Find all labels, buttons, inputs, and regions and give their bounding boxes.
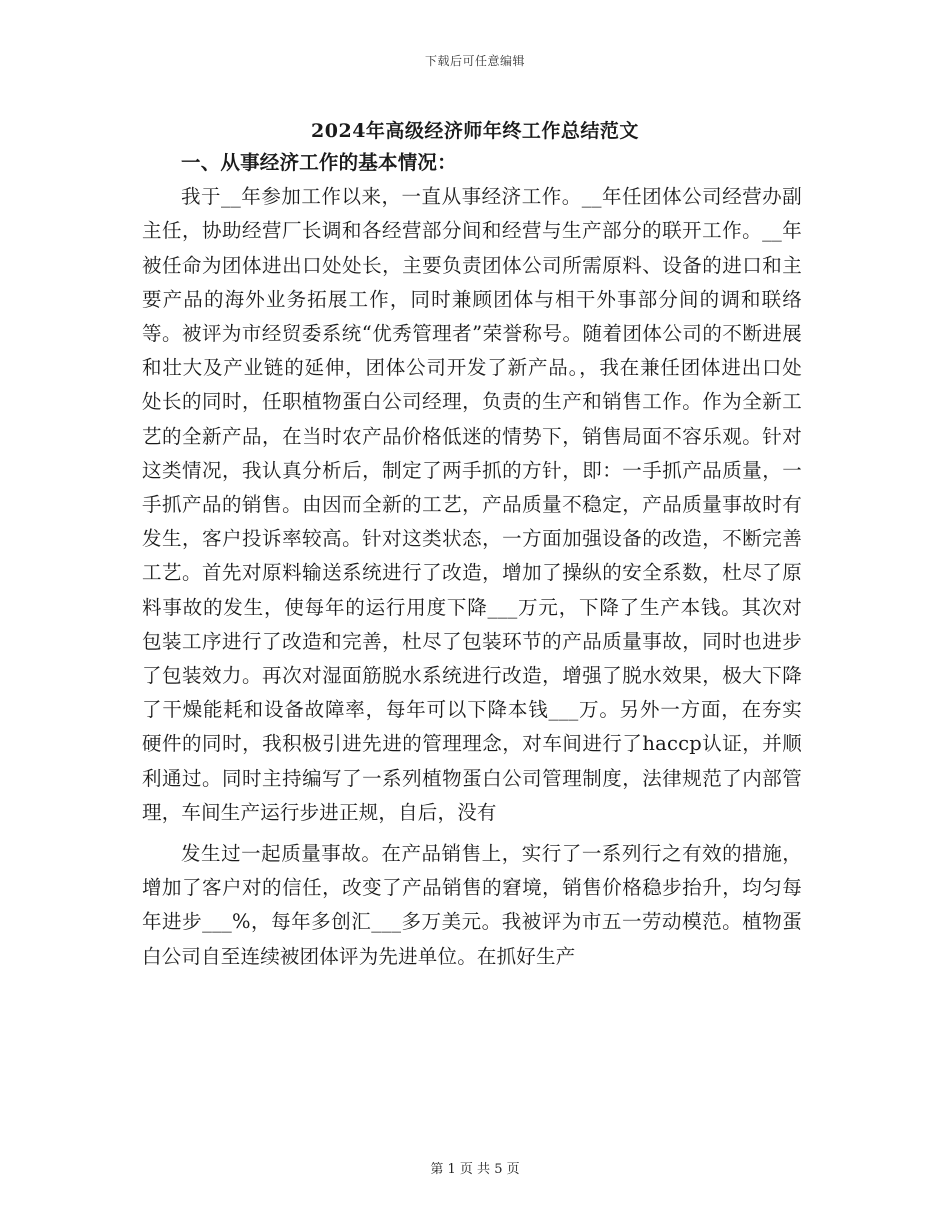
document-body — [142, 146, 802, 974]
body-paragraph-2: 发生过一起质量事故。在产品销售上，实行了一系列行之有效的措施，增加了客户对的信任，改变了产品销售的窘境，销售价格稳步抬升，均匀每年进步___%，每年多创汇___多万美元。我被评为市五一劳动模范。植物蛋白公司自至连续被团体评为先进单位。在抓好生产 — [142, 842, 802, 968]
document-title: 2024年高级经济师年终工作总结范文 — [311, 120, 639, 142]
body-paragraph-1: 我于__年参加工作以来，一直从事经济工作。__年任团体公司经营办副主任，协助经营厂长调和各经营部分间和经营与生产部分的联开工作。__年被任命为团体进出口处处长，主要负责团体公司所需原料、设备的进口和主要产品的海外业务拓展工作，同时兼顾团体与相干外事部分间的调和联络等。被评为市经贸委系统“优秀管理者”荣誉称号。随着团体公司的不断进展和壮大及产业链的延伸，团体公司开发了新产品。，我在兼任团体进出口处处长的同时，任职植物蛋白公司经理，负责的生产和销售工作。作为全新工艺的全新产品，在当时农产品价格低迷的情势下，销售局面不容乐观。针对这类情况，我认真分析后，制定了两手抓的方针，即：一手抓产品质量，一手抓产品的销售。由因而全新的工艺，产品质量不稳定，产品质量事故时有发生，客户投诉率较高。针对这类状态，一方面加强设备的改造，不断完善工艺。首先对原料输送系统进行了改造，增加了操纵的安全系数，杜尽了原料事故的发生，使每年的运行用度下降___万元，下降了生产本钱。其次对包装工序进行了改造和完善，杜尽了包装环节的产品质量事故，同时也进步了包装效力。再次对湿面筋脱水系统进行改造，增强了脱水效果，极大下降了干燥能耗和设备故障率，每年可以下降本钱___万。另外一方面，在夯实硬件的同时，我积极引进先进的管理理念，对车间进行了haccp认证，并顺利通过。同时主持编写了一系列植物蛋白公司管理制度，法律规范了内部管理，车间生产运行步进正规，自后，没有 — [142, 185, 802, 824]
section-heading: 一、从事经济工作的基本情况： — [181, 151, 457, 174]
page-number-footer: 第 1 页 共 5 页 — [430, 1162, 520, 1177]
page-header-note: 下载后可任意编辑 — [424, 54, 525, 68]
